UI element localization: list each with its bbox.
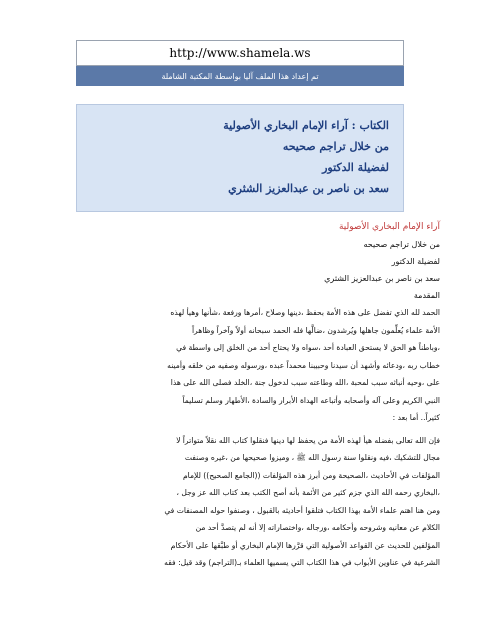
paragraph-praise — [50, 304, 440, 427]
paragraph-intro — [50, 432, 440, 572]
text-line: ومن هنا اهتم علماء الأمة بهذا الكتاب فتلقوا أحاديثه بالقبول ، وصنفوا حوله المصنفات في — [164, 505, 440, 515]
meta-line: سعد بن ناصر بن عبدالعزيز الشثري — [324, 274, 440, 283]
author-prefix: لفضيلة الدكتور — [322, 161, 389, 174]
text-line: ،وباطناً هو الحق لا يستحق العبادة أحد ،سواه ولا يحتاج أحد من الخلق إلى واسطة في — [176, 343, 440, 352]
text-line: النبي الكريم وعلى آله وأصحابه وأتباعه الهداة الأبرار والسادة ،الأطهار وسلم تسليماً — [182, 395, 440, 405]
library-banner: تم إعداد هذا الملف آليا بواسطة المكتبة الشاملة — [76, 66, 404, 86]
text-line: ،البخاري رحمه الله الذي جزم كثير من الأئمة بأنه أصح الكتب بعد كتاب الله عز وجل ، — [176, 488, 440, 497]
book-title-box — [76, 104, 404, 212]
intro-label: المقدمة — [413, 291, 440, 300]
text-line: فإن الله تعالى بفضله هيأ لهذه الأمة من يحفظ لها دينها فنقلوا كتاب الله نقلاً متواتراً لا — [176, 435, 440, 445]
text-line: كثيراً.. أما بعد : — [392, 413, 440, 422]
author-name: سعد بن ناصر بن عبدالعزيز الشثري — [228, 182, 389, 195]
meta-line: لفضيلة الدكتور — [391, 257, 440, 266]
document-body — [50, 216, 440, 572]
text-line: الأمة علماء يُعلِّمون جاهلها ويُرشدون ،ضالَّها فله الحمد سبحانه أولاً وآخراً وظاهراً — [191, 325, 440, 335]
text-line: الكلام عن معانيه وشروحه وأحكامه ،ورجاله ،واختصاراته إلا أنه لم يتصدَّ أحد من — [195, 523, 440, 532]
text-line: خطاب ربه ،ودعائه وأشهد أن سيدنا وحبيبنا محمداً عبده ،ورسوله وصفيه من خلقه وأمينه — [167, 360, 440, 370]
source-url[interactable]: http://www.shamela.ws — [76, 40, 404, 66]
section-heading: آراء الإمام البخاري الأصولية — [338, 222, 440, 232]
book-title: الكتاب : آراء الإمام البخاري الأصولية — [223, 119, 389, 132]
book-subtitle: من خلال تراجم صحيحه — [282, 140, 389, 153]
meta-line: من خلال تراجم صحيحه — [363, 240, 440, 249]
text-line: على ،وحيه أنباثه سبب لمحبة ،الله وطاعته سبب لدخول جنة ،الخلد فصلى الله على هذا — [170, 378, 440, 387]
text-line: المؤلفين للحديث عن القواعد الأصولية التي قرَّرها الإمام البخاري أو طبَّقها على الأحكام — [170, 540, 440, 550]
text-line: الحمد لله الذي تفضل على هذه الأمة بحفظ ،دينها وصلاح ،أمرها ورفعة ،شأنها وهيأ لهذه — [170, 308, 440, 317]
text-line: الشرعية في عناوين الأبواب في هذا الكتاب التي يسميها العلماء بـ(التراجم) وقد قيل: فقه — [164, 558, 440, 567]
text-line: المؤلفات في الأحاديث ،الصحيحة ومن أبرز هذه المؤلفات ((الجامع الصحيح)) للإمام — [182, 470, 440, 480]
text-line: مجال للتشكيك ،فيه ونقلوا سنة رسول الله ﷺ ، وميزوا صحيحها من ،غيره وصنفت — [184, 453, 440, 462]
